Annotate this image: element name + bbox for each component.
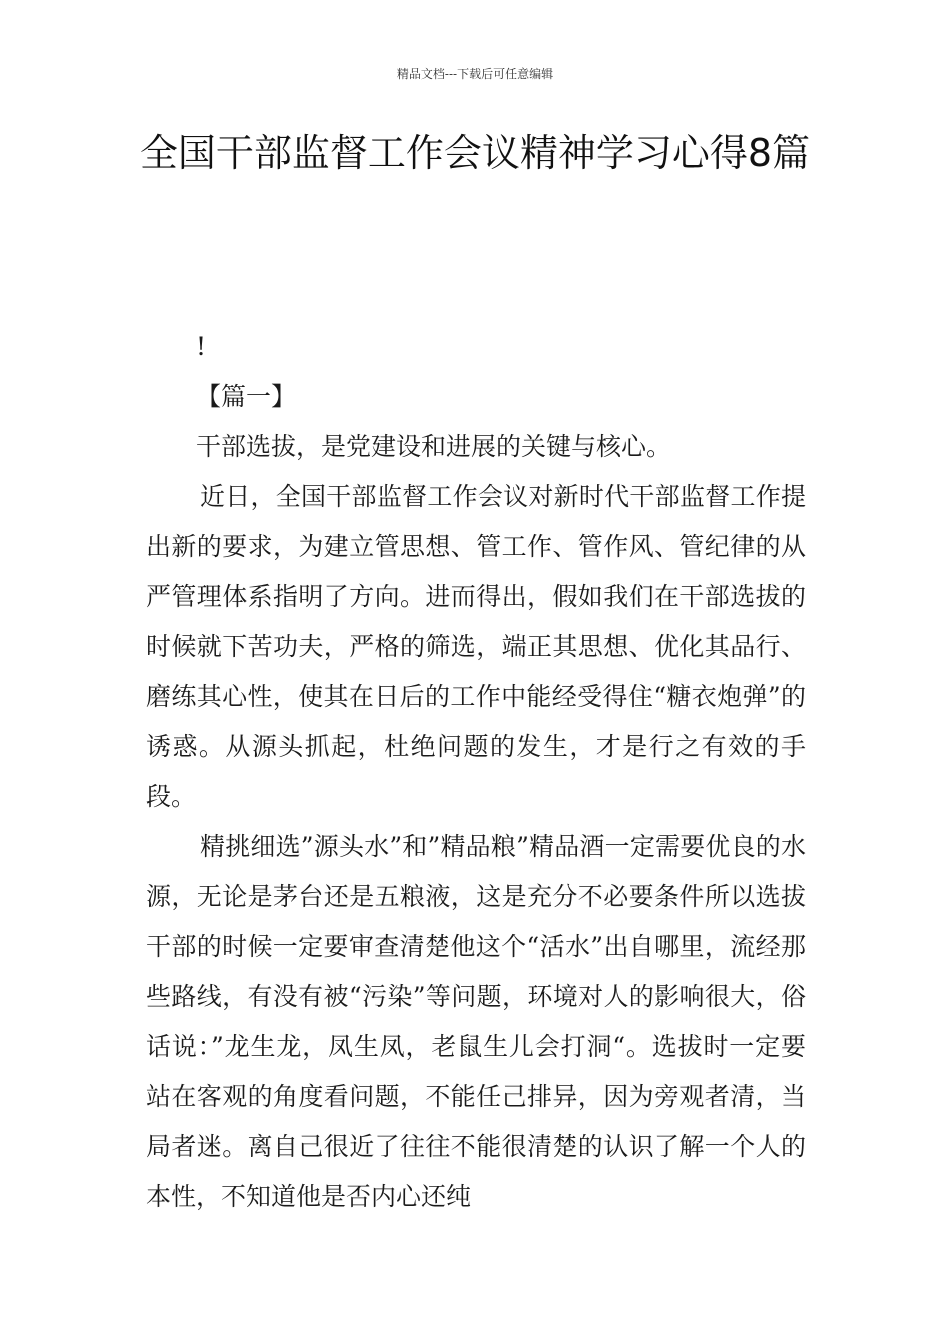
paragraph-intro: 干部选拔，是党建设和进展的关键与核心。 bbox=[196, 432, 672, 461]
section-heading: 【篇一】 bbox=[196, 382, 297, 411]
paragraph-body: 精挑细选”源头水”和”精品粮”精品酒一定需要优良的水源，无论是茅台还是五粮液，这是充分不必要条件所以选拔干部的时候一定要审查清楚他这个“活水”出自哪里，流经那些路线，有没有被“污染”等问题，环境对人的影响很大，俗话说：”龙生龙，凤生凤，老鼠生儿会打洞“。选拔时一定要站在客观的角度看问题，不能任己排异，因为旁观者清，当局者迷。离自己很近了往往不能很清楚的认识了解一个人的本性，不知道他是否内心还纯 bbox=[146, 832, 806, 1211]
document-body bbox=[146, 322, 806, 1222]
paragraph-body: 近日，全国干部监督工作会议对新时代干部监督工作提出新的要求，为建立管思想、管工作、管作风、管纪律的从严管理体系指明了方向。进而得出，假如我们在干部选拔的时候就下苦功夫，严格的筛选，端正其思想、优化其品行、磨练其心性，使其在日后的工作中能经受得住“糖衣炮弹”的诱惑。从源头抓起，杜绝问题的发生，才是行之有效的手段。 bbox=[146, 482, 806, 811]
header-note: 精品文档---下载后可任意编辑 bbox=[396, 67, 554, 81]
paragraph-exclamation: ! bbox=[196, 332, 207, 361]
document-title: 全国干部监督工作会议精神学习心得8篇 bbox=[139, 131, 811, 175]
